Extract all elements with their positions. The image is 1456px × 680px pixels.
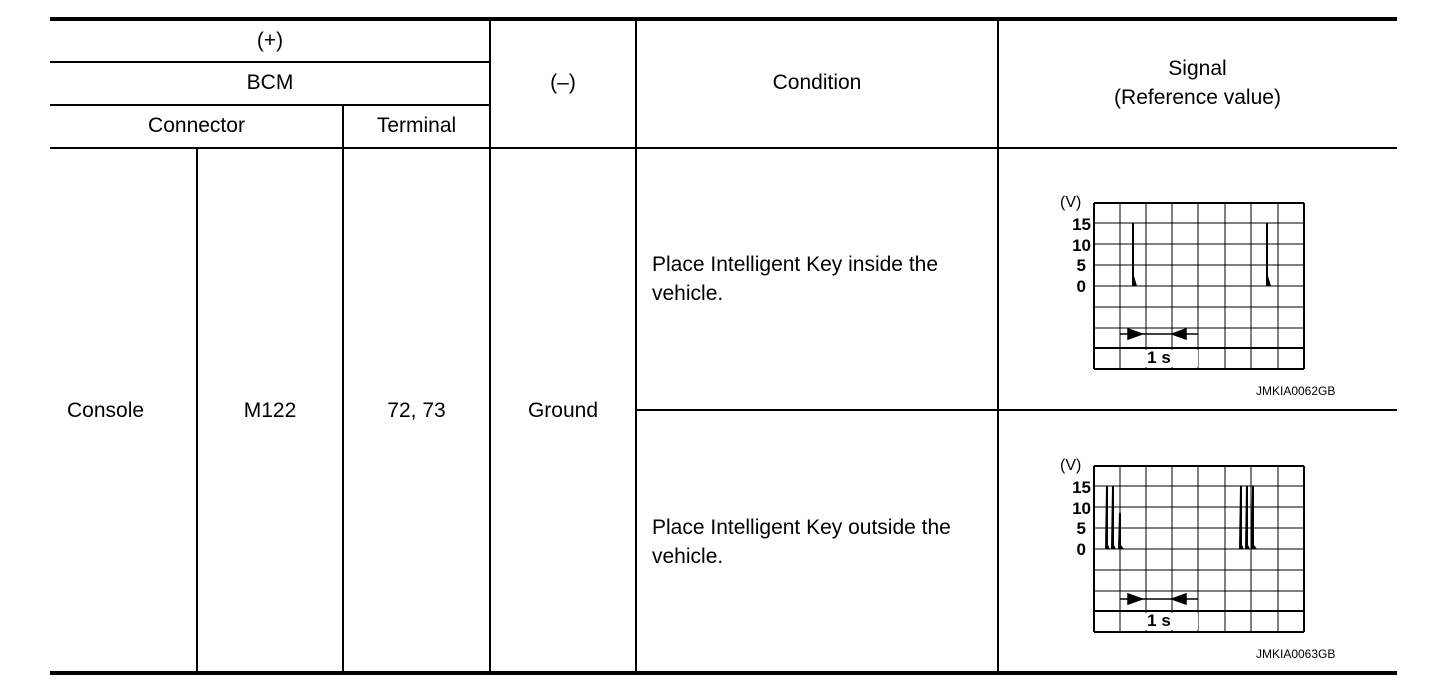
tick-10: 10 [1072,236,1091,255]
scope-unit: (V) [1060,194,1082,211]
figure-code-inside: JMKIA0062GB [1256,384,1336,398]
terminal-value: 72, 73 [387,399,446,422]
oscilloscope-waveform-inside [1058,190,1318,380]
connector-id: M122 [243,399,297,422]
col-divider-2 [342,104,344,672]
tick-0: 0 [1076,277,1086,296]
condition-inside: Place Intelligent Key inside the vehicle. [652,253,939,305]
header-minus: (–) [550,71,576,94]
tick-5: 5 [1076,519,1086,538]
waveform-trace [1105,486,1257,549]
waveform-trace [1132,223,1271,286]
tick-15: 15 [1072,215,1091,234]
col-divider-5 [997,19,999,672]
tick-15: 15 [1072,478,1091,497]
scope-grid [1094,466,1304,632]
header-rule-2 [50,104,490,106]
connector-name: Console [67,399,145,422]
header-bottom-rule [50,147,1397,149]
header-connector: Connector [148,114,245,137]
header-terminal: Terminal [376,114,457,137]
tick-10: 10 [1072,499,1091,518]
header-reference-value: (Reference value) [1114,86,1281,109]
header-signal: Signal [1168,57,1227,80]
condition-outside: Place Intelligent Key outside the vehicle. [652,516,951,568]
scope-grid [1094,203,1304,369]
header-rule-1 [50,61,490,63]
header-condition: Condition [772,71,862,94]
header-bcm: BCM [246,71,294,94]
col-divider-4 [635,19,637,672]
tick-0: 0 [1076,540,1086,559]
figure-code-outside: JMKIA0063GB [1256,647,1336,661]
table-bottom-rule [50,671,1397,675]
table-top-rule [50,17,1397,21]
minus-value: Ground [527,399,599,422]
tick-5: 5 [1076,256,1086,275]
time-span-arrows [1120,329,1198,339]
header-plus: (+) [256,29,284,52]
time-label: 1 s [1147,348,1171,367]
time-label: 1 s [1147,611,1171,630]
oscilloscope-waveform-outside [1058,453,1318,643]
scope-unit: (V) [1060,457,1082,474]
time-span-arrows [1120,594,1198,604]
row-divider-rule [636,409,1397,411]
